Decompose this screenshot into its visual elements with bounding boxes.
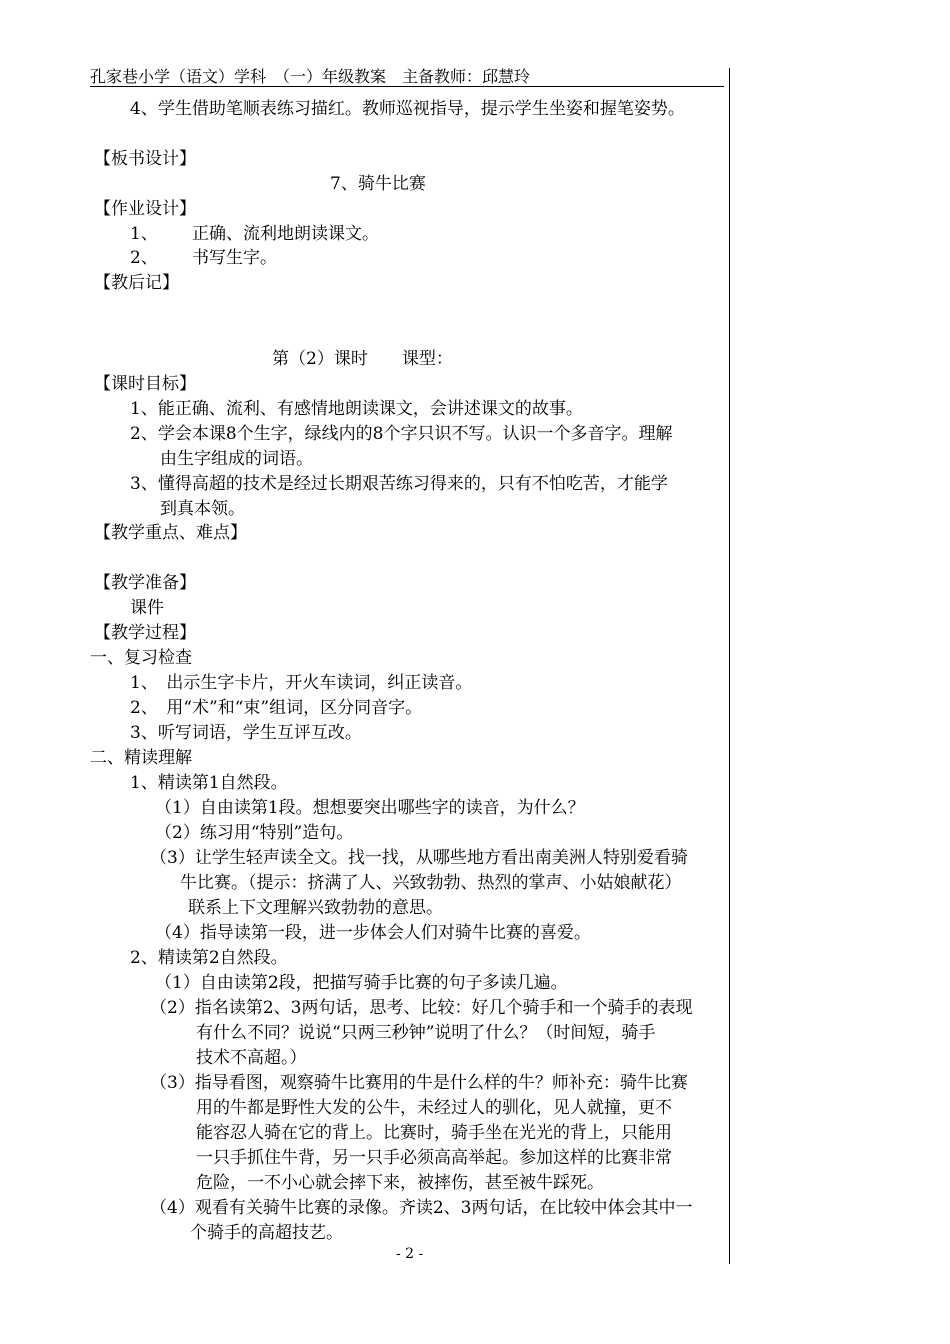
section-heading: 【教后记】 <box>94 273 179 293</box>
text-line: 二、精读理解 <box>90 748 192 768</box>
text-line: 2、 用“术”和“束”组词，区分同音字。 <box>130 698 423 718</box>
section-heading: 【作业设计】 <box>94 199 196 219</box>
section-heading: 【板书设计】 <box>94 149 196 169</box>
board-title: 7、骑牛比赛 <box>330 174 426 194</box>
text-line: （4）指导读第一段，进一步体会人们对骑牛比赛的喜爱。 <box>155 923 591 943</box>
text-line: （1）自由读第2段，把描写骑手比赛的句子多读几遍。 <box>155 973 568 993</box>
text-line: 3、听写词语，学生互评互改。 <box>130 723 362 743</box>
section-heading: 【课时目标】 <box>94 374 196 394</box>
text-line: 个骑手的高超技艺。 <box>190 1223 343 1243</box>
text-line: 有什么不同？说说“只两三秒钟”说明了什么？（时间短，骑手 <box>196 1023 656 1043</box>
text-line: 2、学会本课8个生字，绿线内的8个字只识不写。认识一个多音字。理解 <box>130 424 673 444</box>
text-line: 一、复习检查 <box>90 648 192 668</box>
text-line: （3）指导看图，观察骑牛比赛用的牛是什么样的牛？师补充：骑牛比赛 <box>150 1073 688 1093</box>
section-heading: 【教学过程】 <box>94 623 196 643</box>
text-line: 4、学生借助笔顺表练习描红。教师巡视指导，提示学生坐姿和握笔姿势。 <box>130 99 685 119</box>
text-line: 技术不高超。） <box>196 1048 307 1068</box>
header-rule <box>90 86 724 87</box>
text-line: （4）观看有关骑牛比赛的录像。齐读2、3两句话，在比较中体会其中一 <box>150 1198 693 1218</box>
text-line: 3、懂得高超的技术是经过长期艰苦练习得来的，只有不怕吃苦，才能学 <box>130 474 668 494</box>
margin-rule <box>729 68 730 1264</box>
text-line: 1、精读第1自然段。 <box>130 773 288 793</box>
text-line: 一只手抓住牛背，另一只手必须高高举起。参加这样的比赛非常 <box>196 1148 672 1168</box>
text-line: （2）指名读第2、3两句话，思考、比较：好几个骑手和一个骑手的表现 <box>150 998 693 1018</box>
text-line: 危险，一不小心就会摔下来，被摔伤，甚至被牛踩死。 <box>196 1173 604 1193</box>
text-line: （3）让学生轻声读全文。找一找，从哪些地方看出南美洲人特别爱看骑 <box>150 848 688 868</box>
text-line: 到真本领。 <box>160 499 245 519</box>
lesson-title: 第（2）课时 课型： <box>272 349 453 369</box>
list-number: 1、 <box>130 224 158 244</box>
page-header: 孔家巷小学（语文）学科 （一）年级教案 主备教师：邱慧玲 <box>90 67 531 86</box>
text-line: （2）练习用“特别”造句。 <box>155 823 354 843</box>
text-line: 牛比赛。（提示：挤满了人、兴致勃勃、热烈的掌声、小姑娘献花） <box>180 873 682 893</box>
text-line: 2、精读第2自然段。 <box>130 948 288 968</box>
text-line: 1、能正确、流利、有感情地朗读课文，会讲述课文的故事。 <box>130 399 583 419</box>
text-line: 1、 出示生字卡片，开火车读词，纠正读音。 <box>130 673 473 693</box>
section-heading: 【教学准备】 <box>94 573 196 593</box>
text-line: 能容忍人骑在它的背上。比赛时，骑手坐在光光的背上，只能用 <box>196 1123 672 1143</box>
text-line: 课件 <box>130 598 164 618</box>
text-line: 由生字组成的词语。 <box>160 449 313 469</box>
text-line: 联系上下文理解兴致勃勃的意思。 <box>188 898 443 918</box>
page-number: - 2 - <box>396 1246 424 1262</box>
list-number: 2、 <box>130 248 158 268</box>
list-text: 正确、流利地朗读课文。 <box>192 224 379 244</box>
list-text: 书写生字。 <box>192 248 277 268</box>
text-line: 用的牛都是野性大发的公牛，未经过人的驯化，见人就撞，更不 <box>196 1098 672 1118</box>
text-line: （1）自由读第1段。想想要突出哪些字的读音，为什么？ <box>155 798 585 818</box>
section-heading: 【教学重点、难点】 <box>94 523 247 543</box>
